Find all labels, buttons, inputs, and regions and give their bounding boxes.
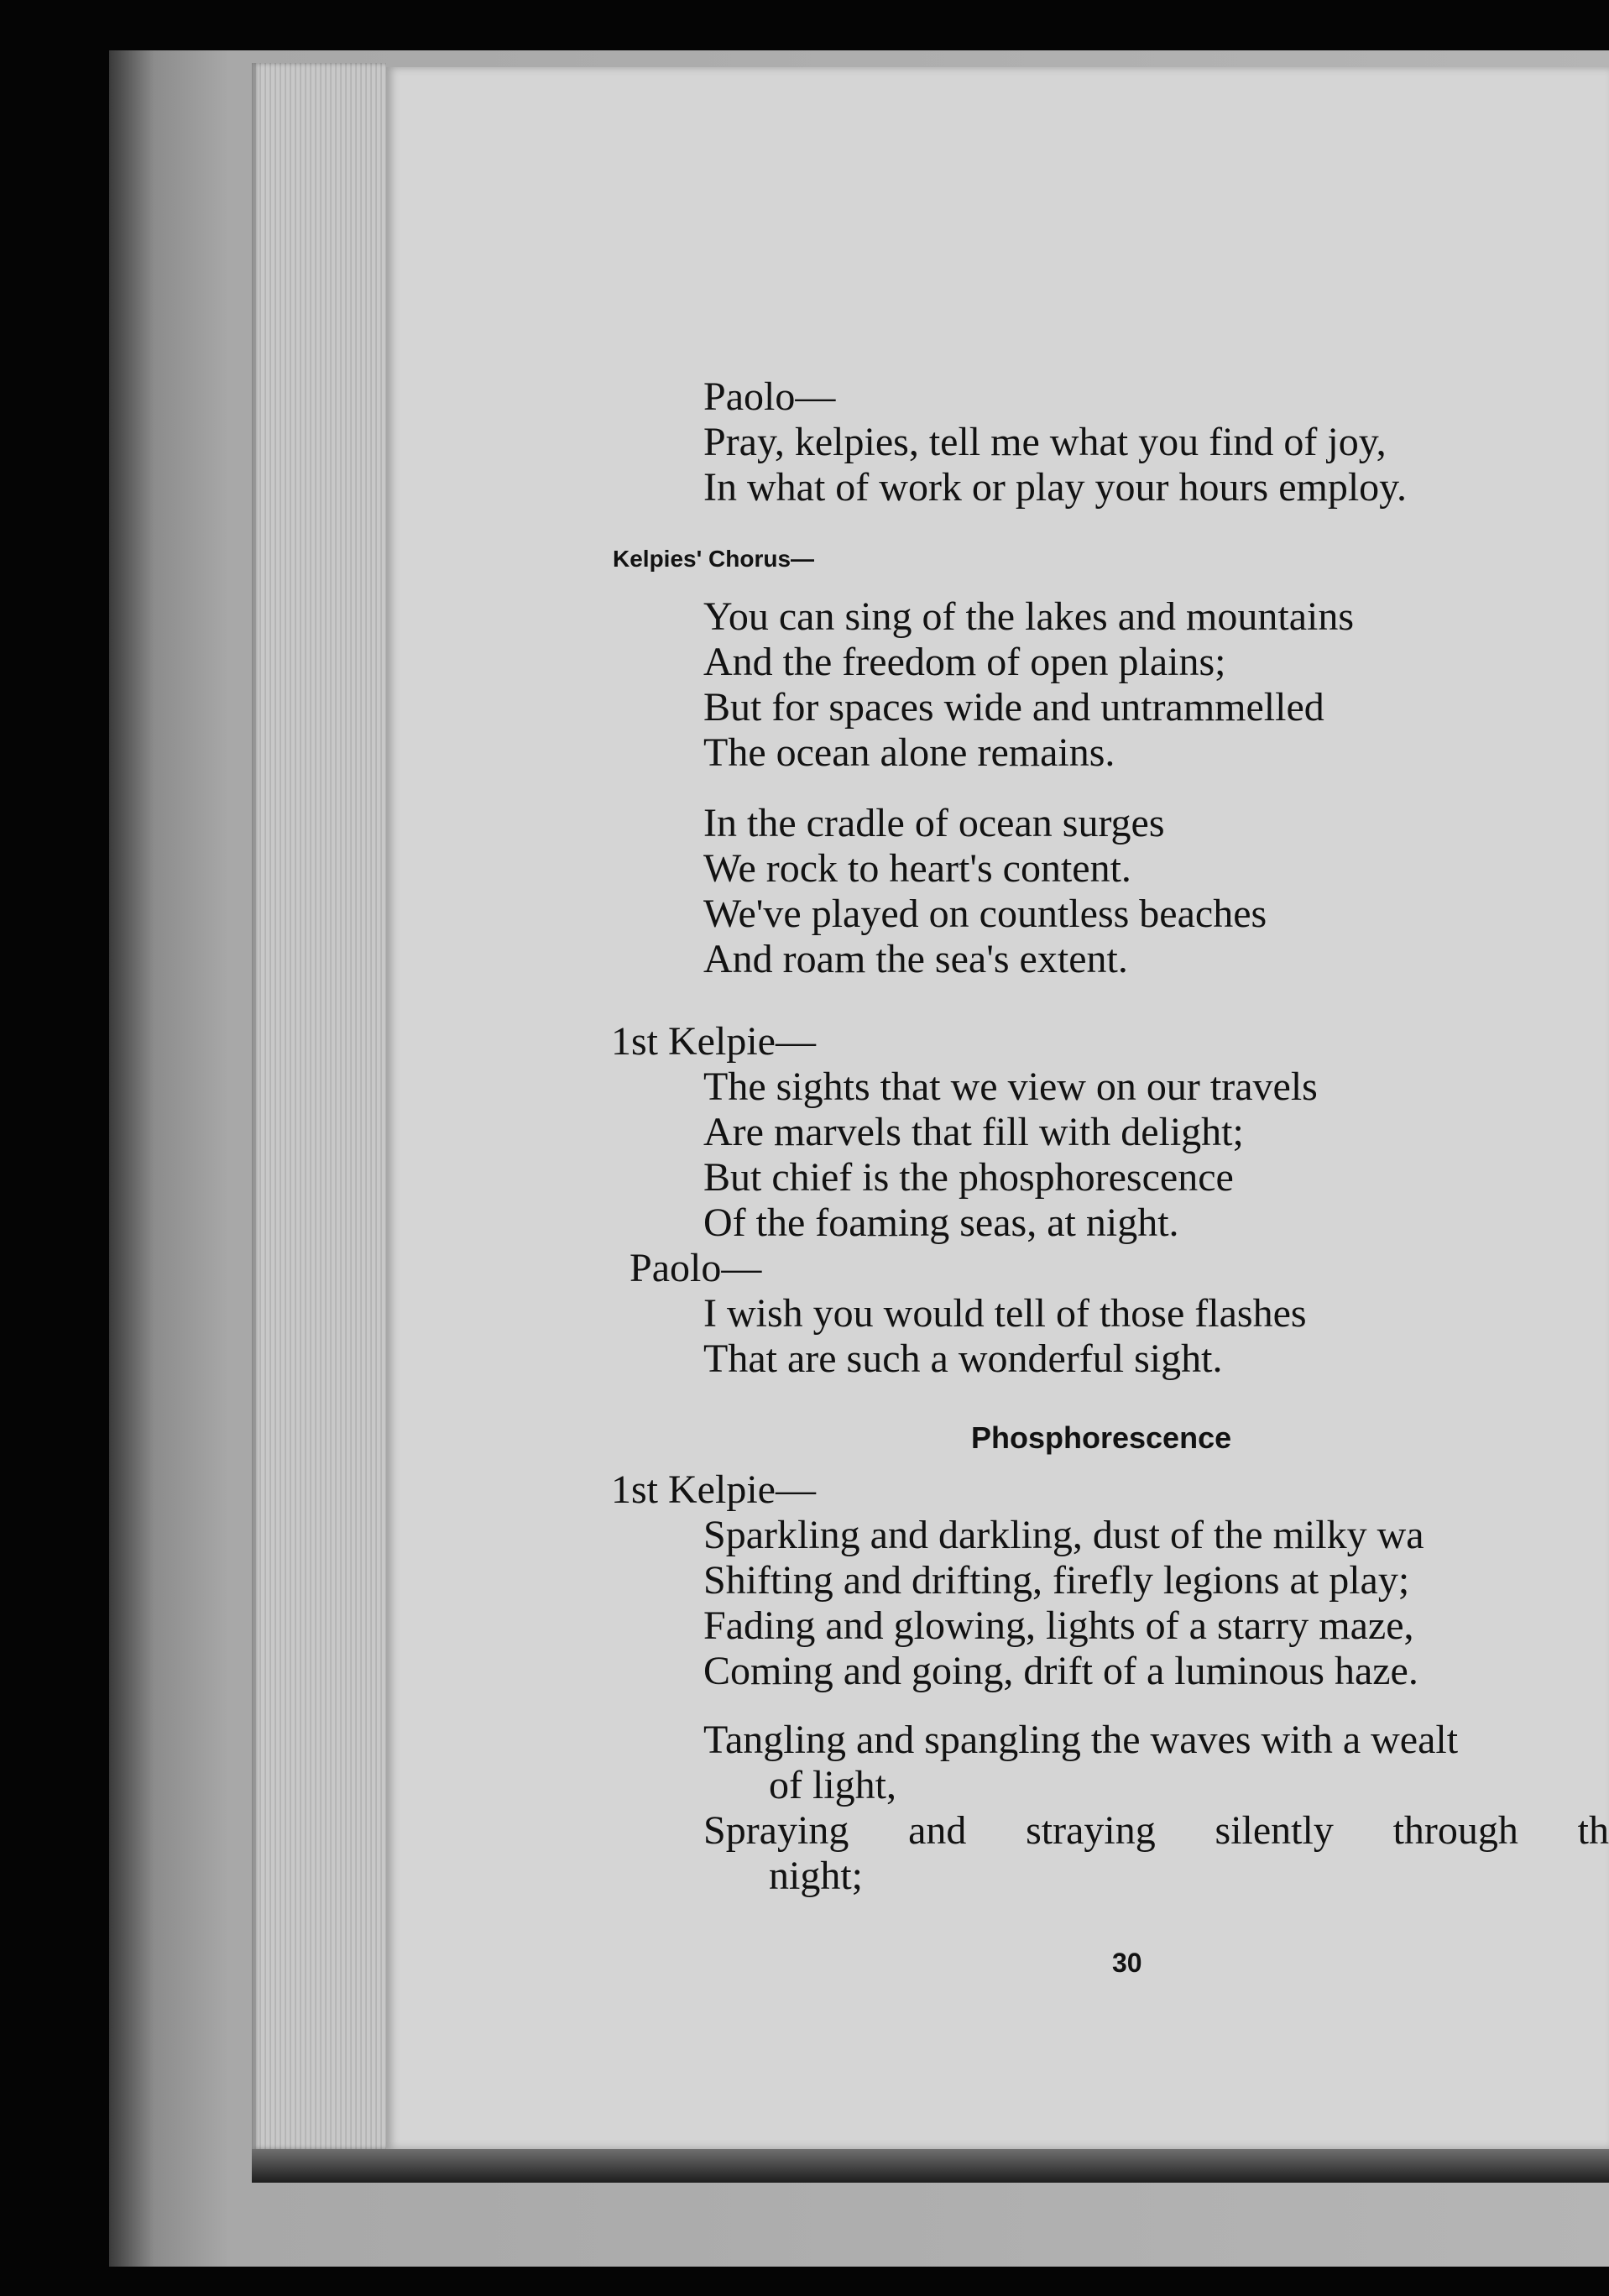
verse-line: Shifting and drifting, firefly legions at play; xyxy=(703,1558,1410,1603)
verse-line: Spraying and straying silently through th xyxy=(703,1808,1609,1853)
speaker-label: Kelpies' Chorus— xyxy=(613,546,815,572)
verse-line: We rock to heart's content. xyxy=(703,846,1131,891)
verse-line: You can sing of the lakes and mountains xyxy=(703,594,1355,639)
page-edges xyxy=(252,63,386,2149)
verse-line: Coming and going, drift of a luminous haze. xyxy=(703,1649,1418,1693)
verse-line: In the cradle of ocean surges xyxy=(703,801,1165,845)
verse-line: Fading and glowing, lights of a starry maze, xyxy=(703,1603,1414,1648)
verse-line: That are such a wonderful sight. xyxy=(703,1336,1223,1381)
verse-line: And roam the sea's extent. xyxy=(703,937,1128,981)
verse-line: The sights that we view on our travels xyxy=(703,1064,1318,1109)
verse-line: The ocean alone remains. xyxy=(703,730,1115,775)
verse-line: We've played on countless beaches xyxy=(703,892,1267,936)
verse-line-continuation: night; xyxy=(769,1854,864,1898)
section-heading: Phosphorescence xyxy=(971,1420,1232,1455)
verse-line: But for spaces wide and untrammelled xyxy=(703,685,1324,730)
verse-line: I wish you would tell of those flashes xyxy=(703,1291,1307,1336)
verse-line-continuation: of light, xyxy=(769,1763,896,1807)
verse-line: Are marvels that fill with delight; xyxy=(703,1110,1244,1154)
verse-line: In what of work or play your hours employ. xyxy=(703,465,1408,510)
speaker-label: Paolo— xyxy=(629,1246,762,1290)
verse-line: Tangling and spangling the waves with a wealt xyxy=(703,1718,1459,1762)
verse-line: But chief is the phosphorescence xyxy=(703,1155,1234,1200)
speaker-label: 1st Kelpie— xyxy=(611,1467,816,1512)
book-page xyxy=(386,67,1609,2149)
page-number: 30 xyxy=(1112,1948,1142,1978)
speaker-label: 1st Kelpie— xyxy=(611,1019,816,1064)
page-bottom-shadow xyxy=(252,2149,1609,2183)
verse-line: Sparkling and darkling, dust of the milky wa xyxy=(703,1513,1424,1557)
verse-line: Of the foaming seas, at night. xyxy=(703,1200,1179,1245)
speaker-label: Paolo— xyxy=(703,374,836,419)
verse-line: Pray, kelpies, tell me what you find of joy, xyxy=(703,420,1387,464)
verse-line: And the freedom of open plains; xyxy=(703,640,1226,684)
